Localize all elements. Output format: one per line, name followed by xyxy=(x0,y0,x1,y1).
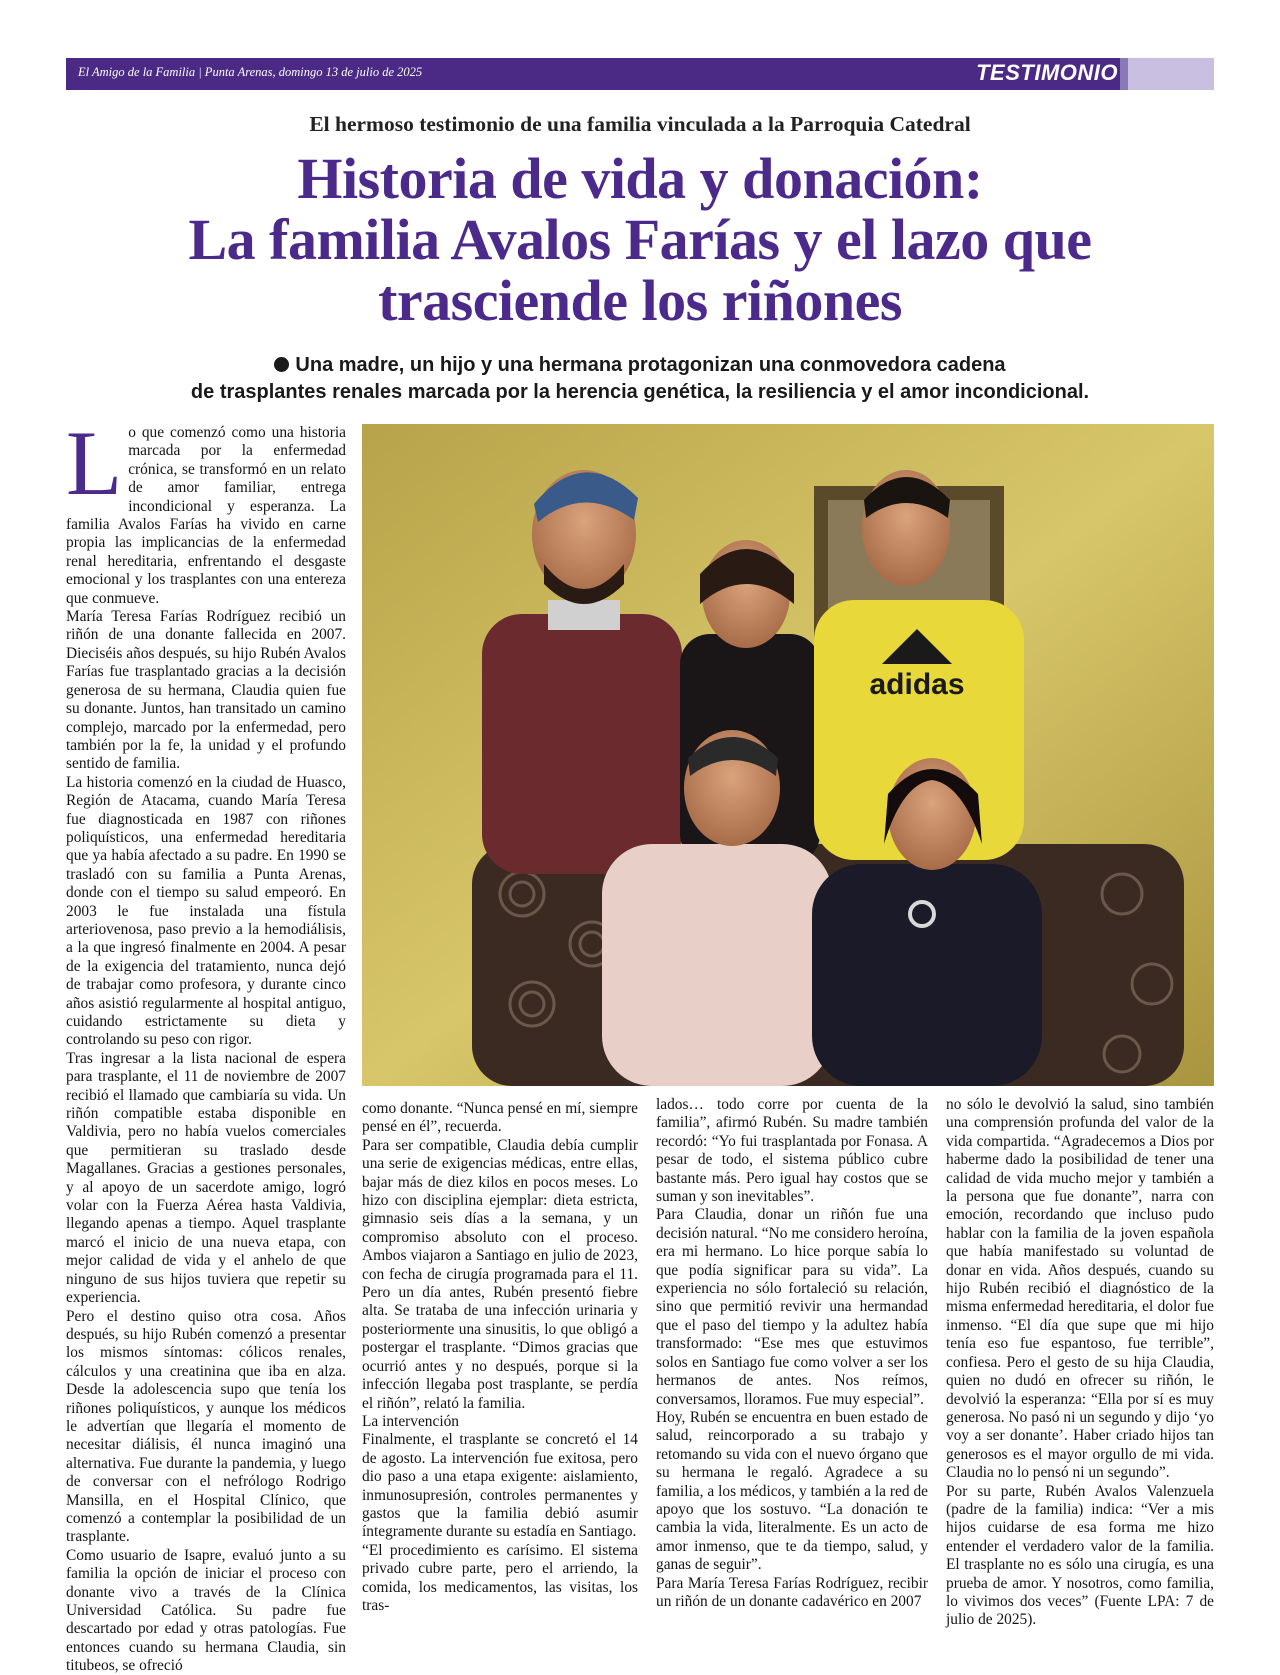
headline-line-3: trasciende los riñones xyxy=(378,268,902,333)
article-column-2 xyxy=(362,1100,638,1650)
paragraph: Finalmente, el trasplante se concretó el 14 de agosto. La intervención fue exitosa, pero dio paso a una etapa exigente: aislamiento, inmunosupresión, controles permanentes y gastos que la familia debió asumir íntegramente durante su estadía en Santiago. xyxy=(362,1431,638,1541)
paragraph: lados… todo corre por cuenta de la familia”, afirmó Rubén. Su madre también recordó: “Yo fui trasplantada por Fonasa. A pesar de todo, el sistema público cubre bastante más. Pero igual hay costos que se suman y son inevitables”. xyxy=(656,1096,928,1206)
paragraph: Como usuario de Isapre, evaluó junto a su familia la opción de iniciar el proceso con donante vivo a través de la Clínica Universidad Católica. Su padre fue descartado por edad y otras patologías. Fue entonces cuando su hermana Claudia, sin titubeos, se ofreció xyxy=(66,1546,346,1675)
deck-line-1: Una madre, un hijo y una hermana protagonizan una conmovedora cadena xyxy=(295,354,1006,376)
header-band xyxy=(66,58,1214,90)
headline-line-2: La familia Avalos Farías y el lazo que xyxy=(188,207,1092,272)
paragraph: como donante. “Nunca pensé en mí, siempre pensé en él”, recuerda. xyxy=(362,1100,638,1136)
paragraph: Pero el destino quiso otra cosa. Años después, su hijo Rubén comenzó a presentar los mismos síntomas: cólicos renales, cálculos y una creatinina que iba en alza. Desde la adolescencia supo que tenía los riñones poliquísticos, y aunque los médicos le advertían que llegaría el momento de necesitar diálisis, él nunca imaginó una alternativa. Fue durante la pandemia, y luego de conversar con el nefrólogo Rodrigo Mansilla, en el Hospital Clínico, que comenzó a contemplar la posibilidad de un trasplante. xyxy=(66,1307,346,1546)
paragraph: o que comenzó como una historia marcada por la enfermedad crónica, se transformó en un relato de amor familiar, entrega incondicional y esperanza. La familia Avalos Farías ha vivido en carne propia las implicancias de la enfermedad renal hereditaria, enfrentando el desgaste emocional y los trasplantes con una entereza que conmueve. xyxy=(66,424,346,607)
article-column-3 xyxy=(656,1096,928,1646)
section-subhead: La intervención xyxy=(362,1412,460,1430)
family-photo-illustration xyxy=(362,424,1214,1086)
bullet-icon xyxy=(274,357,289,372)
paragraph: La historia comenzó en la ciudad de Huasco, Región de Atacama, cuando María Teresa fue diagnosticada en 1987 con riñones poliquísticos, una enfermedad hereditaria que ya había afectado a su padre. En 1990 se trasladó con su familia a Punta Arenas, donde con el tiempo su salud empeoró. En 2003 le fue instalada una fístula arteriovenosa, paso previo a la hemodiálisis, a la que ingresó finalmente en 2004. A pesar de la exigencia del tratamiento, nunca dejó de trabajar como profesora, y durante cinco años asistió regularmente al hospital antiguo, cuidando estrictamente su dieta y controlando su peso con rigor. xyxy=(66,773,346,1049)
paragraph: María Teresa Farías Rodríguez recibió un riñón de una donante fallecida en 2007. Dieciséis años después, su hijo Rubén Avalos Farías fue trasplantado gracias a la decisión generosa de su hermana, Claudia quien fue su donante. Juntos, han transitado un camino complejo, marcado por la enfermedad, pero también por la fe, la unidad y el profundo sentido de familia. xyxy=(66,608,346,773)
paragraph: Por su parte, Rubén Avalos Valenzuela (padre de la familia) indica: “Ver a mis hijos cuidarse de esa forma me hizo entender el verdadero valor de la familia. El trasplante no es sólo una cirugía, es una prueba de amor. Y nosotros, como familia, lo vivimos dos veces” (Fuente LPA: 7 de julio de 2025). xyxy=(946,1482,1214,1629)
section-label: TESTIMONIO xyxy=(976,60,1118,85)
dropcap: L xyxy=(66,412,123,514)
paragraph: no sólo le devolvió la salud, sino también una comprensión profunda del valor de la vida compartida. “Agradecemos a Dios por haberme dado la posibilidad de tener una calidad de vida mucho mejor y también a la persona que fue donante”, narra con emoción, recordando que incluso pudo hablar con la familia de la joven española que había manifestado su voluntad de donar en vida. Años después, cuando su hijo Rubén recibió el diagnóstico de la misma enfermedad hereditaria, el dolor fue inmenso. “El día que supe que mi hijo tenía eso fue espantoso, fue terrible”, confiesa. Pero el gesto de su hija Claudia, quien no dudó en ofrecer su riñón, le devolvió la esperanza: “Ella por sí es muy generosa. No pasó ni un segundo y dijo ‘yo voy a ser donante’. Haber criado hijos tan generosos es el mayor orgullo de mi vida. Claudia no lo pensó ni un segundo”. xyxy=(946,1096,1214,1482)
paragraph: Para María Teresa Farías Rodríguez, recibir un riñón de un donante cadavérico en 2007 xyxy=(656,1574,928,1610)
kicker: El hermoso testimonio de una familia vinculada a la Parroquia Catedral xyxy=(309,112,971,136)
headline xyxy=(40,146,1240,333)
deck-line-2: de trasplantes renales marcada por la herencia genética, la resiliencia y el amor incondicional. xyxy=(190,381,1090,403)
article-column-4 xyxy=(946,1096,1214,1646)
paragraph: Tras ingresar a la lista nacional de espera para trasplante, el 11 de noviembre de 2007 recibió el llamado que cambiaría su vida. Un riñón compatible estaba disponible en Valdivia, pero no había vuelos comerciales que permitieran su traslado desde Magallanes. Gracias a gestiones personales, y al apoyo de un sacerdote amigo, logró volar con la Fuerza Aérea hasta Valdivia, llegando apenas a tiempo. Aquel trasplante marcó el inicio de una nueva etapa, con mejor calidad de vida y el anhelo de que ninguno de sus hijos tuviera que repetir su experiencia. xyxy=(66,1049,346,1307)
paragraph: Hoy, Rubén se encuentra en buen estado de salud, reincorporado a su trabajo y retomando su vida con el nuevo órgano que su hermana le regaló. Agradece a su familia, a los médicos, y también a la red de apoyo que los sostuvo. “La donación te cambia la vida, literalmente. Es un acto de amor inmenso, que te da tiempo, salud, y ganas de seguir”. xyxy=(656,1408,928,1574)
paragraph: “El procedimiento es carísimo. El sistema privado cubre parte, pero el arriendo, la comida, los medicamentos, las visitas, los tras- xyxy=(362,1541,638,1614)
header-tab xyxy=(1128,58,1214,90)
deck xyxy=(40,352,1240,406)
article-column-1 xyxy=(66,412,346,1675)
paragraph: Para Claudia, donar un riñón fue una decisión natural. “No me considero heroína, era mi hermano. Lo hice porque sabía lo que podía significar para su vida”. La experiencia no sólo fortaleció su relación, sino que permitió revivir una hermandad que el paso del tiempo y la adultez había transformado: “Ese mes que estuvimos solos en Santiago fue como volver a ser los hermanos de antes. Nos reímos, conversamos, lloramos. Fue muy especial”. xyxy=(656,1206,928,1408)
shirt-text: adidas xyxy=(869,668,965,701)
header-tab-divider xyxy=(1120,58,1128,90)
publication-line: El Amigo de la Familia | Punta Arenas, domingo 13 de julio de 2025 xyxy=(78,65,423,79)
family-photo xyxy=(362,424,1214,1086)
paragraph: Para ser compatible, Claudia debía cumplir una serie de exigencias médicas, entre ellas, bajar más de diez kilos en pocos meses. Lo hizo con disciplina ejemplar: dieta estricta, gimnasio seis días a la semana, y un compromiso absoluto con el proceso. Ambos viajaron a Santiago en julio de 2023, con fecha de cirugía programada para el 11. Pero un día antes, Rubén presentó fiebre alta. Se trataba de una infección urinaria y posteriormente una sinusitis, lo que obligó a postergar el trasplante. “Dimos gracias que ocurrió antes y no después, porque si la infección llegaba post trasplante, se perdía el riñón”, relató la familia. xyxy=(362,1136,638,1412)
headline-line-1: Historia de vida y donación: xyxy=(297,146,983,211)
